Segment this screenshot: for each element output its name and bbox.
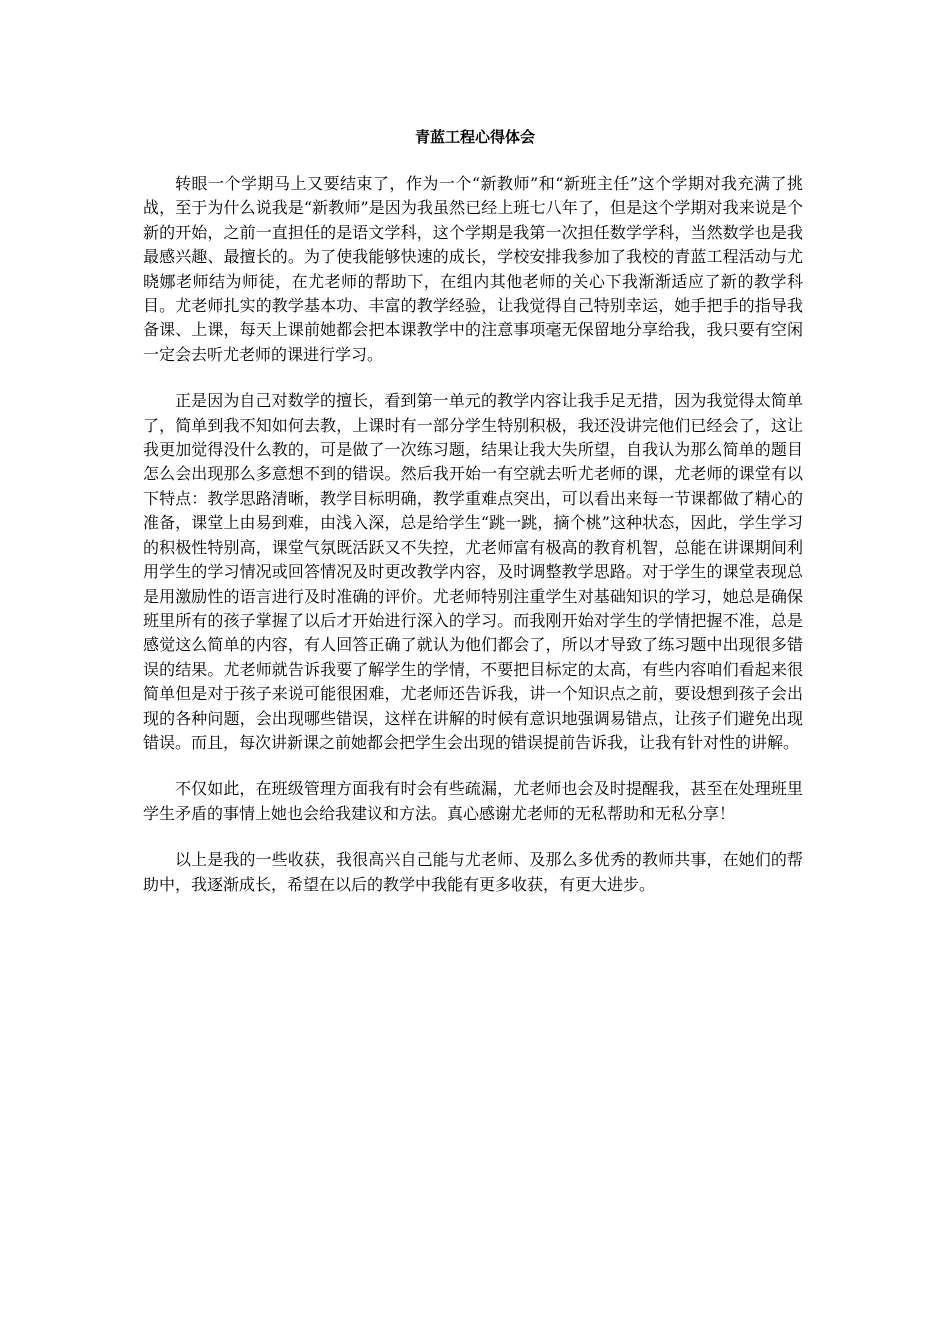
paragraph-4: 以上是我的一些收获，我很高兴自己能与尤老师、及那么多优秀的教师共事，在她们的帮助中，我逐渐成长，希望在以后的教学中我能有更多收获，有更大进步。 [143,850,803,894]
paragraph-1: 转眼一个学期马上又要结束了，作为一个“新教师”和“新班主任”这个学期对我充满了挑战，至于为什么说我是“新教师”是因为我虽然已经上班七八年了，但是这个学期对我来说是个新的开始，之前一直担任的是语文学科，这个学期是我第一次担任数学学科，当然数学也是我最感兴趣、最擅长的。为了使我能够快速的成长，学校安排我参加了我校的青蓝工程活动与尤晓娜老师结为师徒，在尤老师的帮助下，在组内其他老师的关心下我渐渐适应了新的教学科目。尤老师扎实的教学基本功、丰富的教学经验，让我觉得自己特别幸运，她手把手的指导我备课、上课，每天上课前她都会把本课教学中的注意事项毫无保留地分享给我，我只要有空闲一定会去听尤老师的课进行学习。 [143,174,803,364]
paragraph-2: 正是因为自己对数学的擅长，看到第一单元的教学内容让我手足无措，因为我觉得太简单了，简单到我不知如何去教，上课时有一部分学生特别积极，我还没讲完他们已经会了，这让我更加觉得没什么教的，可是做了一次练习题，结果让我大失所望，自我认为那么简单的题目怎么会出现那么多意想不到的错误。然后我开始一有空就去听尤老师的课，尤老师的课堂有以下特点：教学思路清晰，教学目标明确，教学重难点突出，可以看出来每一节课都做了精心的准备，课堂上由易到难，由浅入深，总是给学生“跳一跳，摘个桃”这种状态，因此，学生学习的积极性特别高，课堂气氛既活跃又不失控，尤老师富有极高的教育机智，总能在讲课期间利用学生的学习情况或回答情况及时更改教学内容，及时调整教学思路。对于学生的课堂表现总是用激励性的语言进行及时准确的评价。尤老师特别注重学生对基础知识的学习，她总是确保班里所有的孩子掌握了以后才开始进行深入的学习。而我刚开始对学生的学情把握不准，总是感觉这么简单的内容，有人回答正确了就认为他们都会了，所以才导致了练习题中出现很多错误的结果。尤老师就告诉我要了解学生的学情，不要把目标定的太高，有些内容咱们看起来很简单但是对于孩子来说可能很困难，尤老师还告诉我，讲一个知识点之前，要设想到孩子会出现的各种问题，会出现哪些错误，这样在讲解的时候有意识地强调易错点，让孩子们避免出现错误。而且，每次讲新课之前她都会把学生会出现的错误提前告诉我，让我有针对性的讲解。 [143,391,803,752]
document-title: 青蓝工程心得体会 [414,128,535,146]
paragraph-3: 不仅如此，在班级管理方面我有时会有些疏漏，尤老师也会及时提醒我，甚至在处理班里学生矛盾的事情上她也会给我建议和方法。真心感谢尤老师的无私帮助和无私分享！ [143,779,803,823]
document-body [143,172,803,919]
